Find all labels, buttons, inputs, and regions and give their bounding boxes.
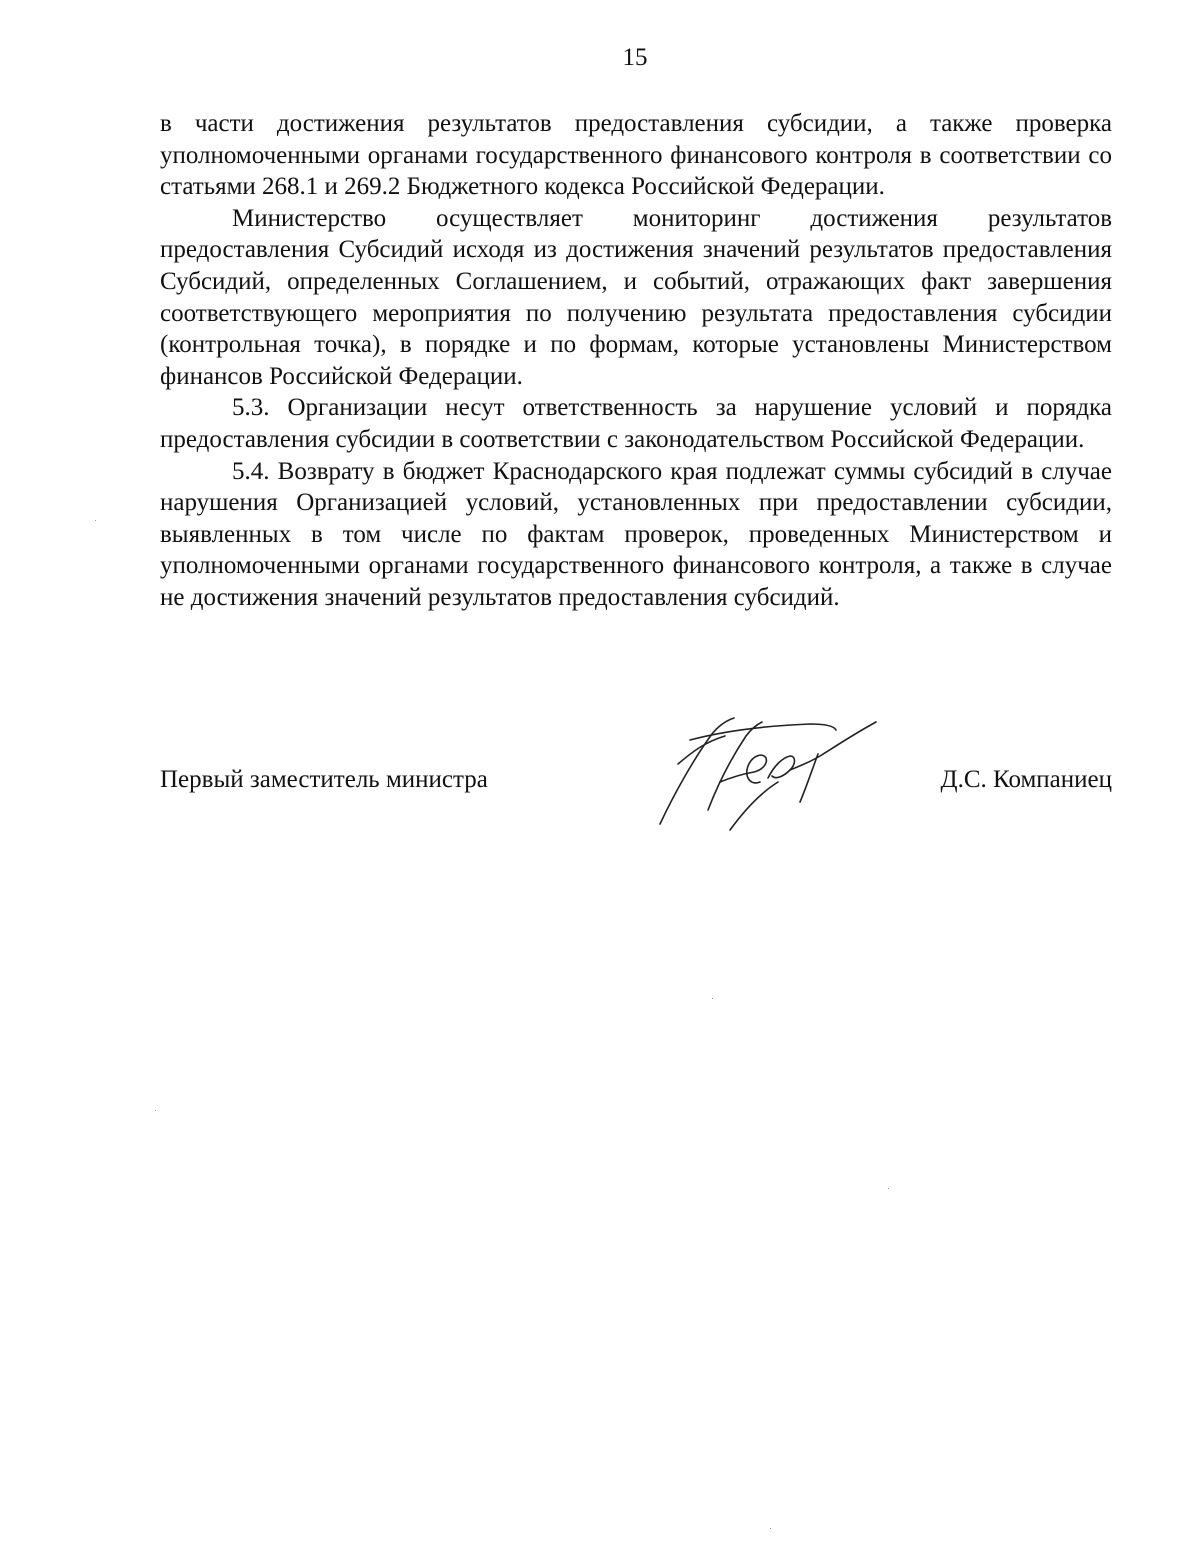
- document-body: [160, 108, 1112, 614]
- paragraph-2: Министерство осуществляет мониторинг достижения результатов предоставления Субсидий исходя из достижения значений результатов предоставления Субсидий, определенных Соглашением, и событий, отражающих факт завершения соответствующего мероприятия по получению результата предоставления субсидии (контрольная точка), в порядке и по формам, которые установлены Министерством финансов Российской Федерации.: [160, 204, 1112, 390]
- page-number: 15: [622, 44, 648, 71]
- paragraph-1: в части достижения результатов предоставления субсидии, а также проверка уполномоченными органами государственного финансового контроля в соответствии со статьями 268.1 и 269.2 Бюджетного кодекса Российской Федерации.: [160, 110, 1112, 201]
- scan-speck: [770, 1528, 771, 1529]
- paragraph-3: 5.3. Организации несут ответственность за нарушение условий и порядка предоставления субсидии в соответствии с законодательством Российской Федерации.: [160, 394, 1112, 453]
- signature-block: [160, 766, 1112, 806]
- scan-speck: [155, 1110, 156, 1111]
- signatory-name: Д.С. Компаниец: [940, 766, 1112, 793]
- scan-speck: [712, 998, 713, 999]
- paragraph-4: 5.4. Возврату в бюджет Краснодарского края подлежат суммы субсидий в случае нарушения Организацией условий, установленных при предоставлении субсидии, выявленных в том числе по фактам проверок, проведенных Министерством и уполномоченными органами государственного финансового контроля, а также в случае не достижения значений результатов предоставления субсидий.: [160, 457, 1112, 611]
- handwritten-signature: [650, 712, 890, 832]
- scan-speck: [888, 1188, 889, 1189]
- signatory-position: Первый заместитель министра: [160, 766, 488, 793]
- scan-speck: [95, 520, 96, 521]
